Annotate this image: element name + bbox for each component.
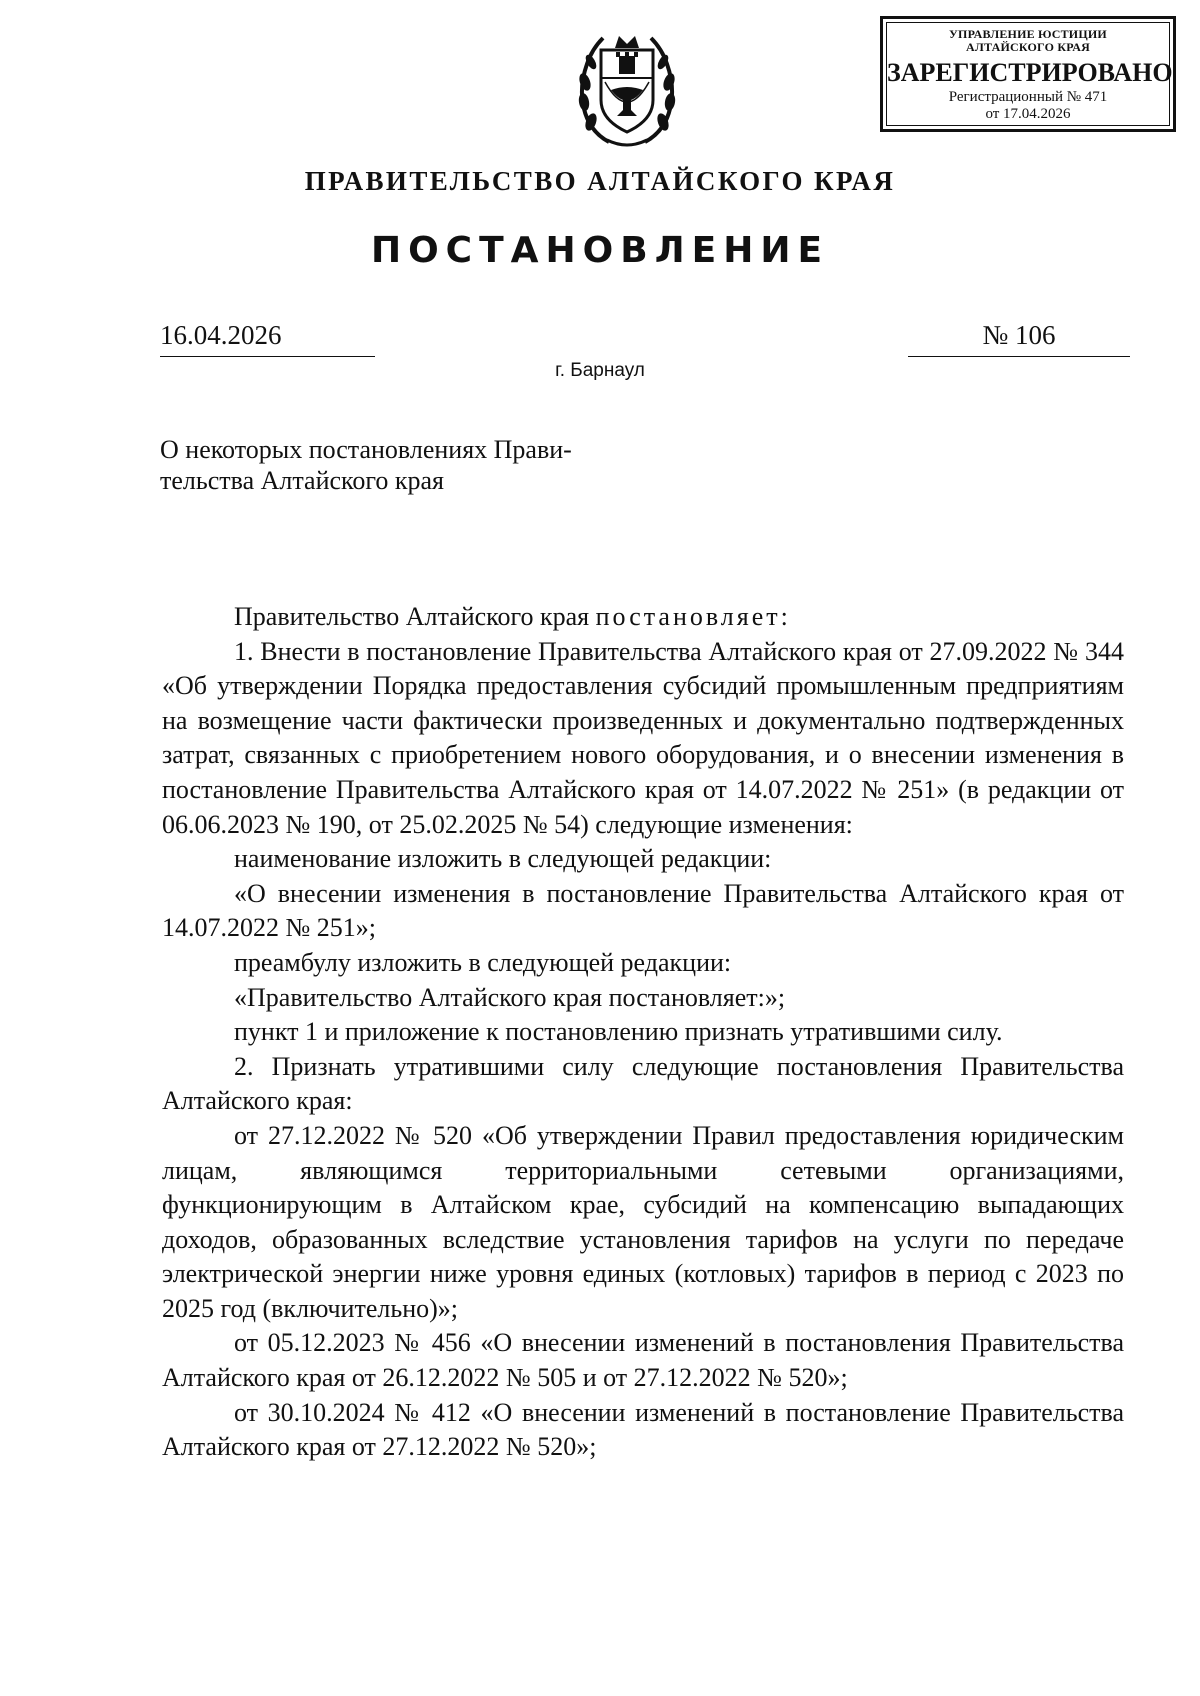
stamp-registration-date: от 17.04.2026 [985, 106, 1071, 122]
date-underline [160, 356, 375, 357]
stamp-organization-line1: УПРАВЛЕНИЕ ЮСТИЦИИ [949, 27, 1107, 41]
preamble-colon: : [780, 602, 788, 631]
preamble-intro: Правительство Алтайского края [234, 602, 596, 631]
stamp-registration-number: Регистрационный № 471 [948, 89, 1108, 105]
subject-line-1: О некоторых постановлениях Прави- [160, 435, 572, 464]
document-city: г. Барнаул [555, 360, 645, 381]
paragraph-preamble-change: преамбулу изложить в следующей редакции: [234, 947, 732, 977]
preamble-paragraph [162, 600, 1124, 635]
document-body [162, 600, 1124, 1465]
subject-line-2: тельства Алтайского края [160, 466, 444, 495]
paragraph-2: 2. Признать утратившими силу следующие постановления Правительства Алтайского края: [162, 1051, 1124, 1116]
coat-of-arms-icon [571, 22, 683, 150]
repealed-decree-412: от 30.10.2024 № 412 «О внесении изменений в постановление Правительства Алтайского края от 27.12.2022 № 520»; [162, 1397, 1124, 1462]
document-number: № 106 [982, 320, 1056, 350]
paragraph-new-preamble: «Правительство Алтайского края постановляет:»; [234, 982, 786, 1012]
registration-stamp [880, 16, 1176, 132]
preamble-decree-word: постановляет [595, 602, 781, 631]
repealed-decree-520: от 27.12.2022 № 520 «Об утверждении Правил предоставления юридическим лицам, являющимся территориальными сетевыми организациями, функционирующим в Алтайском крае, субсидий на компенсацию выпадающих доходов, образованных вследствие установления тарифов на услуги по передаче электрической энергии ниже уровня единых (котловых) тарифов в период с 2023 по 2025 год (включительно)»; [162, 1120, 1124, 1323]
registration-stamp-inner [886, 22, 1173, 126]
paragraph-name-change: наименование изложить в следующей редакции: [234, 844, 772, 874]
paragraph-1: 1. Внести в постановление Правительства Алтайского края от 27.09.2022 № 344 «Об утверждении Порядка предоставления субсидий промышленным предприятиям на возмещение части фактически произведенных и документально подтвержденных затрат, связанных с приобретением нового оборудования, и о внесении изменения в постановление Правительства Алтайского края от 14.07.2022 № 251» (в редакции от 06.06.2023 № 190, от 25.02.2025 № 54) следующие изменения: [162, 636, 1124, 839]
repealed-decree-456: от 05.12.2023 № 456 «О внесении изменений в постановления Правительства Алтайского края от 26.12.2022 № 505 и от 27.12.2022 № 520»; [162, 1328, 1124, 1393]
government-title: ПРАВИТЕЛЬСТВО АЛТАЙСКОГО КРАЯ [304, 166, 896, 196]
document-type-title: ПОСТАНОВЛЕНИЕ [370, 230, 830, 271]
paragraph-repeal-point: пункт 1 и приложение к постановлению признать утратившими силу. [234, 1017, 1003, 1047]
stamp-status: ЗАРЕГИСТРИРОВАНО [887, 58, 1173, 87]
stamp-organization-line2: АЛТАЙСКОГО КРАЯ [966, 40, 1090, 54]
document-date: 16.04.2026 [160, 320, 282, 350]
document-subject [160, 434, 640, 496]
number-underline [908, 356, 1130, 357]
paragraph-new-name: «О внесении изменения в постановление Правительства Алтайского края от 14.07.2022 № 251»; [162, 878, 1124, 943]
